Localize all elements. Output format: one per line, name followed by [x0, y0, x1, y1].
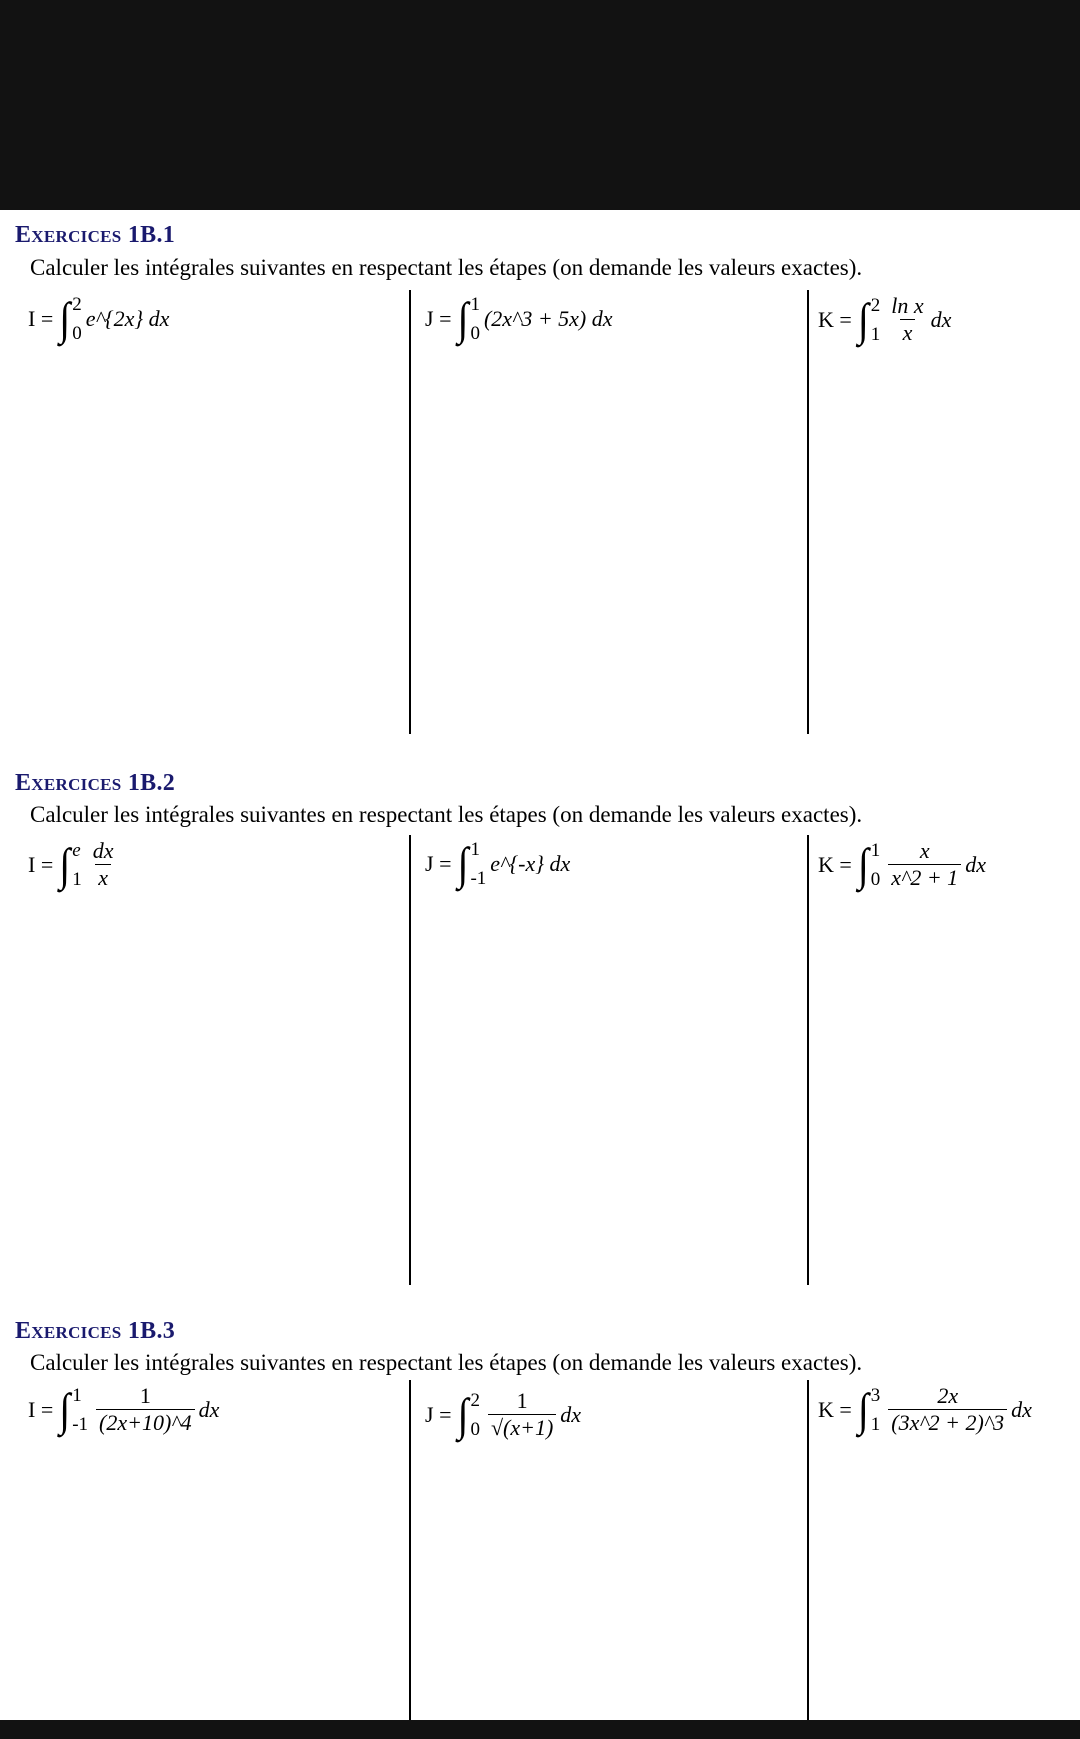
- column-divider: [807, 1380, 809, 1720]
- integral-I-ex2: I = ∫ e 1 $\frac{dx}{x}$: [28, 838, 114, 890]
- exercise-3-instruction: Calculer les intégrales suivantes en respectant les étapes (on demande les valeurs exactes).: [30, 1350, 863, 1375]
- exercise-1-title: Exercices 1B.1: [15, 222, 176, 248]
- column-divider: [409, 835, 411, 1285]
- integral-J-ex1: J = ∫ 1 0 (2x^3 + 5x) dx: [425, 292, 613, 345]
- bottom-black-bar: [0, 1720, 1080, 1739]
- exercise-2-instruction: Calculer les intégrales suivantes en respectant les étapes (on demande les valeurs exactes).: [30, 802, 863, 827]
- column-divider: [807, 290, 809, 734]
- column-divider: [409, 290, 411, 734]
- exercise-1-instruction: Calculer les intégrales suivantes en respectant les étapes (on demande les valeurs exactes).: [30, 255, 863, 280]
- top-black-bar: [0, 0, 1080, 210]
- integral-I-ex1: I = ∫ 2 0 e^{2x} dx: [28, 292, 170, 345]
- column-divider: [409, 1380, 411, 1720]
- integral-I-ex3: I = ∫ 1 -1 $\frac{1}{(2x+10)\^{}4}$ dx: [28, 1383, 220, 1435]
- integral-K-ex2: K = ∫ 1 0 $\frac{x}{x\^{}2 + 1}$ dx: [818, 838, 986, 890]
- integral-J-ex2: J = ∫ 1 -1 e^{-x} dx: [425, 837, 571, 890]
- integral-K-ex1: K = ∫ 2 1 $\frac{\text{ln x}}{x}$ dx: [818, 293, 952, 345]
- integral-J-ex3: J = ∫ 2 0 $\frac{1}{√(x+1)}$ dx: [425, 1388, 582, 1440]
- integral-K-ex3: K = ∫ 3 1 $\frac{2x}{(3x\^{}2 + 2)\^{}3}$ dx: [818, 1383, 1032, 1435]
- column-divider: [807, 835, 809, 1285]
- exercise-2-title: Exercices 1B.2: [15, 770, 176, 796]
- exercise-3-title: Exercices 1B.3: [15, 1318, 176, 1344]
